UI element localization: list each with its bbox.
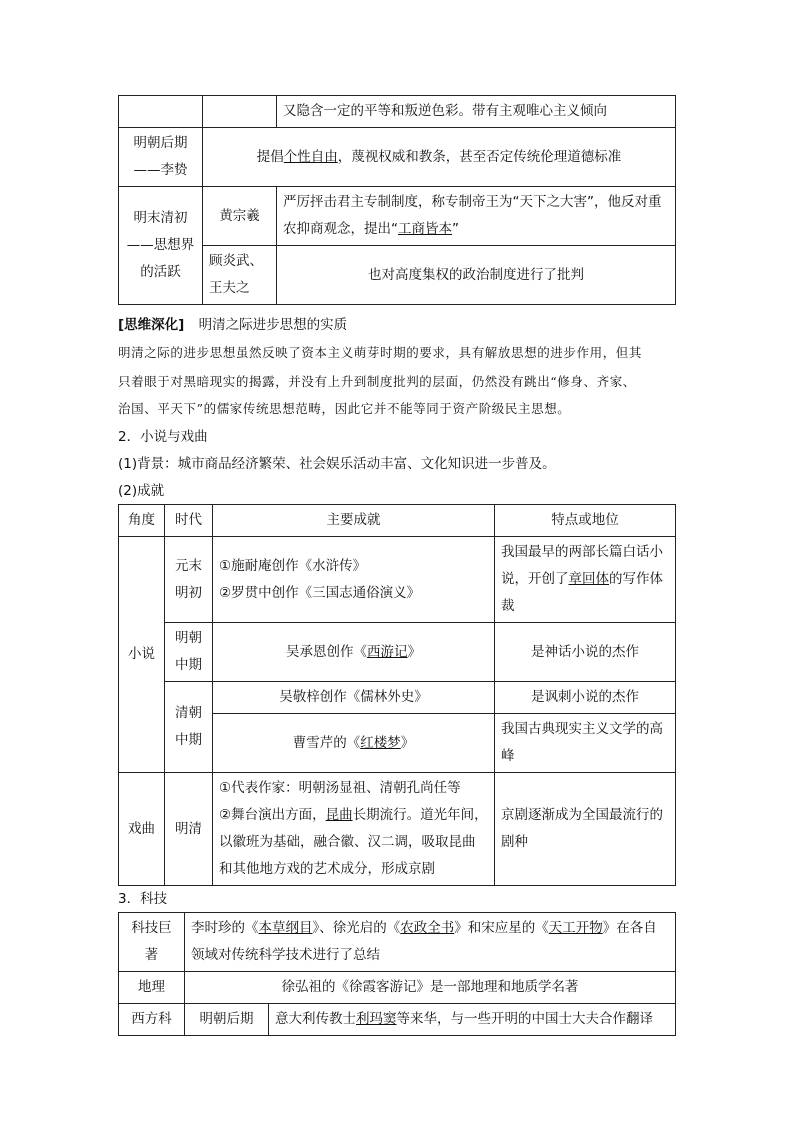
key-term: 章回体 [568, 571, 609, 587]
achievement-cell: 吴敬梓创作《儒林外史》 [213, 682, 495, 714]
content-cell: 徐弘祖的《徐霞客游记》是一部地理和地质学名著 [185, 972, 676, 1004]
person-cell: 黄宗羲 [203, 187, 277, 246]
era-cell: 明朝中期 [165, 623, 213, 682]
header-cell: 时代 [165, 505, 213, 537]
thought-table [118, 95, 676, 305]
category-cell: 小说 [119, 537, 165, 773]
era-cell: 明朝后期 [185, 1004, 269, 1036]
feature-cell: 京剧逐渐成为全国最流行的剧种 [495, 773, 676, 886]
thinking-label: [思维深化] [118, 317, 185, 333]
thought-cell: 也对高度集权的政治制度进行了批判 [277, 246, 676, 305]
category-cell: 地理 [119, 972, 185, 1004]
achievements-heading: (2)成就 [118, 483, 165, 499]
category-cell: 科技巨著 [119, 913, 185, 972]
table-row [119, 623, 676, 682]
table-row [119, 187, 676, 246]
thought-cell: 又隐含一定的平等和叛逆色彩。带有主观唯心主义倾向 [277, 96, 676, 128]
achievement-cell: ①代表作家：明朝汤显祖、清朝孔尚任等 ②舞台演出方面，昆曲长期流行。道光年间，以徽班为基础，融合徽、汉二调，吸取昆曲和其他地方戏的艺术成分，形成京剧 [213, 773, 495, 886]
table-row [119, 128, 676, 187]
key-term: 农政全书 [400, 920, 455, 936]
thinking-line: 只着眼于对黑暗现实的揭露，并没有上升到制度批判的层面，仍然没有跳出“修身、齐家、 [118, 374, 636, 389]
feature-cell: 我国最早的两部长篇白话小说，开创了章回体的写作体裁 [495, 537, 676, 623]
era-cell: 元末明初 [165, 537, 213, 623]
table-row [119, 246, 676, 305]
key-term: 个性自由 [283, 148, 338, 165]
period-cell: 明朝后期——李贽 [119, 128, 203, 187]
person-cell: 顾炎武、王夫之 [203, 246, 277, 305]
table-row [119, 773, 676, 886]
section-heading: 3．科技 [118, 891, 168, 907]
header-cell: 角度 [119, 505, 165, 537]
science-table [118, 912, 676, 1036]
achievement-cell: 曹雪芹的《红楼梦》 [213, 714, 495, 773]
feature-cell: 是神话小说的杰作 [495, 623, 676, 682]
table-row [119, 682, 676, 714]
feature-cell: 是讽刺小说的杰作 [495, 682, 676, 714]
category-cell: 戏曲 [119, 773, 165, 886]
literature-table [118, 504, 676, 886]
header-cell: 特点或地位 [495, 505, 676, 537]
content-cell: 意大利传教士利玛窦等来华，与一些开明的中国士大夫合作翻译 [269, 1004, 676, 1036]
key-term: 红楼梦 [360, 734, 401, 751]
table-row [119, 537, 676, 623]
thinking-heading [118, 313, 347, 333]
achievement-cell: 吴承恩创作《西游记》 [213, 623, 495, 682]
header-cell: 主要成就 [213, 505, 495, 537]
content-cell: 李时珍的《本草纲目》、徐光启的《农政全书》和宋应星的《天工开物》在各自领域对传统科学技术进行了总结 [185, 913, 676, 972]
key-term: 工商皆本 [398, 221, 452, 237]
table-row [119, 913, 676, 972]
key-term: 西游记 [367, 643, 408, 660]
table-row [119, 1004, 676, 1036]
table-header-row [119, 505, 676, 537]
thought-cell: 严厉抨击君主专制制度，称专制帝王为“天下之大害”，他反对重农抑商观念，提出“工商皆本” [277, 187, 676, 246]
era-cell: 明清 [165, 773, 213, 886]
background-text: (1)背景：城市商品经济繁荣、社会娱乐活动丰富、文化知识进一步普及。 [118, 456, 556, 472]
thinking-line: 治国、平天下”的儒家传统思想范畴，因此它并不能等同于资产阶级民主思想。 [118, 401, 571, 416]
key-term: 利玛窦 [356, 1011, 397, 1027]
key-term: 昆曲 [325, 807, 353, 823]
thinking-line: 明清之际的进步思想虽然反映了资本主义萌芽时期的要求，具有解放思想的进步作用，但其 [118, 345, 643, 360]
category-cell: 西方科 [119, 1004, 185, 1036]
feature-cell: 我国古典现实主义文学的高峰 [495, 714, 676, 773]
section-heading: 2．小说与戏曲 [118, 429, 208, 445]
era-cell: 清朝中期 [165, 682, 213, 773]
thinking-title: 明清之际进步思想的实质 [198, 317, 348, 333]
thought-cell: 提倡个性自由，蔑视权威和教条，甚至否定传统伦理道德标准 [203, 128, 676, 187]
table-row [119, 972, 676, 1004]
period-cell: 明末清初——思想界的活跃 [119, 187, 203, 305]
achievement-cell: ①施耐庵创作《水浒传》 ②罗贯中创作《三国志通俗演义》 [213, 537, 495, 623]
table-row [119, 96, 676, 128]
key-term: 本草纲目 [258, 920, 313, 936]
key-term: 天工开物 [548, 920, 603, 936]
